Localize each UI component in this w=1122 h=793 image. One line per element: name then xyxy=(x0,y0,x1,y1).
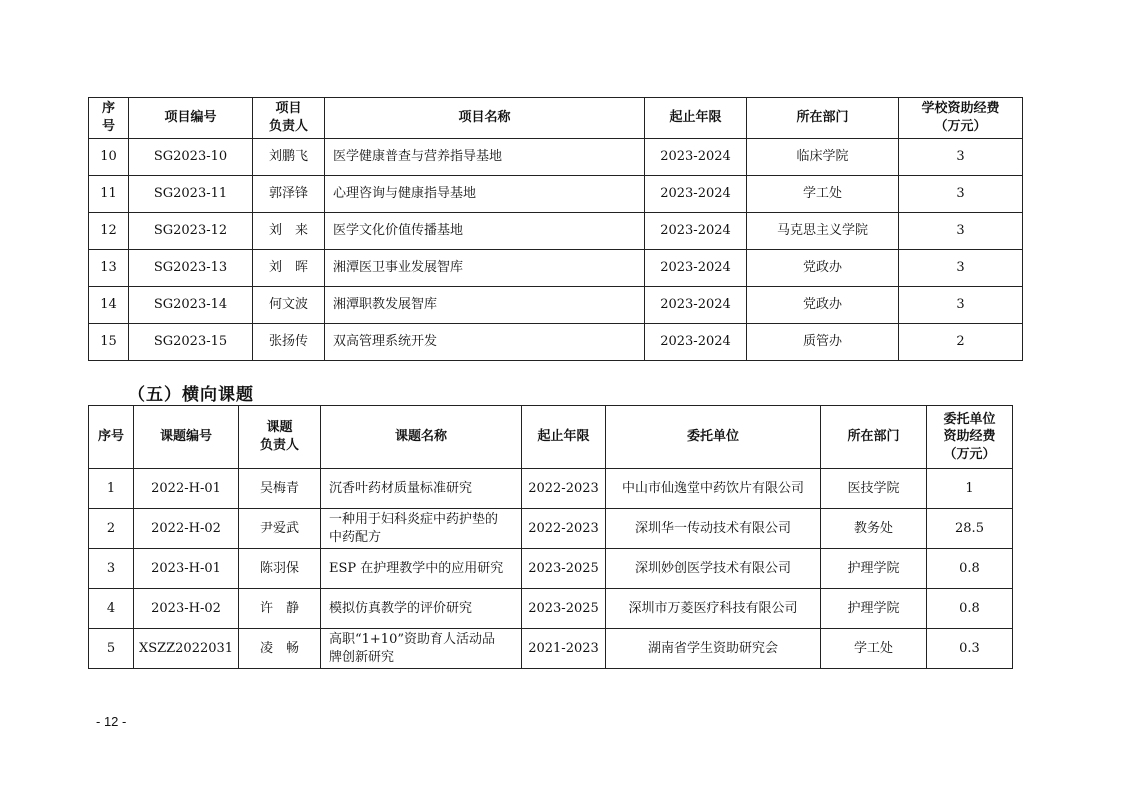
topic-funding: 1 xyxy=(927,469,1013,509)
table-header-row xyxy=(89,406,1013,469)
table-row xyxy=(89,287,1023,324)
row-no: 2 xyxy=(89,509,134,549)
topic-period: 2021-2023 xyxy=(522,629,606,669)
header-period: 起止年限 xyxy=(522,406,606,469)
table-row xyxy=(89,589,1013,629)
topic-leader: 吴梅青 xyxy=(239,469,321,509)
header-code: 课题编号 xyxy=(134,406,239,469)
topic-name: ESP 在护理教学中的应用研究 xyxy=(321,549,522,589)
topic-leader: 尹爱武 xyxy=(239,509,321,549)
topic-name: 一种用于妇科炎症中药护垫的 中药配方 xyxy=(321,509,522,549)
topic-name: 高职“1+10”资助育人活动品 牌创新研究 xyxy=(321,629,522,669)
topic-period: 2022-2023 xyxy=(522,469,606,509)
table-row xyxy=(89,509,1013,549)
project-dept: 临床学院 xyxy=(747,139,899,176)
row-no: 15 xyxy=(89,324,129,361)
project-period: 2023-2024 xyxy=(645,213,747,250)
table-row xyxy=(89,549,1013,589)
topic-client: 中山市仙逸堂中药饮片有限公司 xyxy=(606,469,821,509)
project-code: SG2023-12 xyxy=(129,213,253,250)
project-name: 双高管理系统开发 xyxy=(325,324,645,361)
project-dept: 党政办 xyxy=(747,250,899,287)
row-no: 11 xyxy=(89,176,129,213)
table-row xyxy=(89,176,1023,213)
project-leader: 刘 晖 xyxy=(253,250,325,287)
project-dept: 学工处 xyxy=(747,176,899,213)
header-dept: 所在部门 xyxy=(747,98,899,139)
topic-code: 2023-H-01 xyxy=(134,549,239,589)
topic-leader: 凌 畅 xyxy=(239,629,321,669)
header-funding: 学校资助经费 （万元） xyxy=(899,98,1023,139)
row-no: 10 xyxy=(89,139,129,176)
project-code: SG2023-10 xyxy=(129,139,253,176)
topic-name: 沉香叶药材质量标准研究 xyxy=(321,469,522,509)
project-leader: 刘 来 xyxy=(253,213,325,250)
table-header-row xyxy=(89,98,1023,139)
row-no: 14 xyxy=(89,287,129,324)
topic-period: 2022-2023 xyxy=(522,509,606,549)
topic-leader: 陈羽保 xyxy=(239,549,321,589)
topic-dept: 医技学院 xyxy=(821,469,927,509)
table-row xyxy=(89,324,1023,361)
project-period: 2023-2024 xyxy=(645,176,747,213)
project-code: SG2023-15 xyxy=(129,324,253,361)
topic-dept: 学工处 xyxy=(821,629,927,669)
topic-funding: 28.5 xyxy=(927,509,1013,549)
project-period: 2023-2024 xyxy=(645,139,747,176)
project-period: 2023-2024 xyxy=(645,250,747,287)
topic-dept: 护理学院 xyxy=(821,589,927,629)
page-number: - 12 - xyxy=(96,714,127,729)
project-code: SG2023-14 xyxy=(129,287,253,324)
project-leader: 刘鹏飞 xyxy=(253,139,325,176)
project-name: 医学健康普查与营养指导基地 xyxy=(325,139,645,176)
topic-name: 模拟仿真教学的评价研究 xyxy=(321,589,522,629)
topic-code: 2023-H-02 xyxy=(134,589,239,629)
header-name: 项目名称 xyxy=(325,98,645,139)
project-period: 2023-2024 xyxy=(645,324,747,361)
project-name: 心理咨询与健康指导基地 xyxy=(325,176,645,213)
project-funding: 2 xyxy=(899,324,1023,361)
table-row xyxy=(89,139,1023,176)
project-funding: 3 xyxy=(899,213,1023,250)
school-projects-table xyxy=(88,97,1023,361)
section-title: （五）横向课题 xyxy=(128,385,254,405)
topic-dept: 护理学院 xyxy=(821,549,927,589)
table-row xyxy=(89,250,1023,287)
project-period: 2023-2024 xyxy=(645,287,747,324)
project-funding: 3 xyxy=(899,250,1023,287)
project-code: SG2023-11 xyxy=(129,176,253,213)
topic-code: 2022-H-02 xyxy=(134,509,239,549)
project-funding: 3 xyxy=(899,176,1023,213)
header-dept: 所在部门 xyxy=(821,406,927,469)
topic-code: XSZZ2022031 xyxy=(134,629,239,669)
topic-client: 深圳华一传动技术有限公司 xyxy=(606,509,821,549)
row-no: 13 xyxy=(89,250,129,287)
header-leader: 项目 负责人 xyxy=(253,98,325,139)
topic-code: 2022-H-01 xyxy=(134,469,239,509)
topic-client: 深圳市万菱医疗科技有限公司 xyxy=(606,589,821,629)
header-no: 序 号 xyxy=(89,98,129,139)
project-leader: 何文波 xyxy=(253,287,325,324)
header-leader: 课题 负责人 xyxy=(239,406,321,469)
project-dept: 马克思主义学院 xyxy=(747,213,899,250)
project-name: 湘潭职教发展智库 xyxy=(325,287,645,324)
project-code: SG2023-13 xyxy=(129,250,253,287)
project-leader: 郭泽锋 xyxy=(253,176,325,213)
row-no: 5 xyxy=(89,629,134,669)
topic-funding: 0.8 xyxy=(927,589,1013,629)
header-name: 课题名称 xyxy=(321,406,522,469)
project-dept: 质管办 xyxy=(747,324,899,361)
topic-client: 湖南省学生资助研究会 xyxy=(606,629,821,669)
project-name: 湘潭医卫事业发展智库 xyxy=(325,250,645,287)
row-no: 12 xyxy=(89,213,129,250)
topic-funding: 0.8 xyxy=(927,549,1013,589)
header-period: 起止年限 xyxy=(645,98,747,139)
topic-period: 2023-2025 xyxy=(522,549,606,589)
row-no: 4 xyxy=(89,589,134,629)
row-no: 1 xyxy=(89,469,134,509)
project-funding: 3 xyxy=(899,287,1023,324)
topic-funding: 0.3 xyxy=(927,629,1013,669)
topic-dept: 教务处 xyxy=(821,509,927,549)
project-funding: 3 xyxy=(899,139,1023,176)
header-code: 项目编号 xyxy=(129,98,253,139)
header-client: 委托单位 xyxy=(606,406,821,469)
row-no: 3 xyxy=(89,549,134,589)
horizontal-projects-table xyxy=(88,405,1013,669)
project-leader: 张扬传 xyxy=(253,324,325,361)
project-name: 医学文化价值传播基地 xyxy=(325,213,645,250)
table-row xyxy=(89,213,1023,250)
project-dept: 党政办 xyxy=(747,287,899,324)
header-no: 序号 xyxy=(89,406,134,469)
topic-client: 深圳妙创医学技术有限公司 xyxy=(606,549,821,589)
topic-leader: 许 静 xyxy=(239,589,321,629)
table-row xyxy=(89,469,1013,509)
topic-period: 2023-2025 xyxy=(522,589,606,629)
table-row xyxy=(89,629,1013,669)
header-funding: 委托单位 资助经费 （万元） xyxy=(927,406,1013,469)
